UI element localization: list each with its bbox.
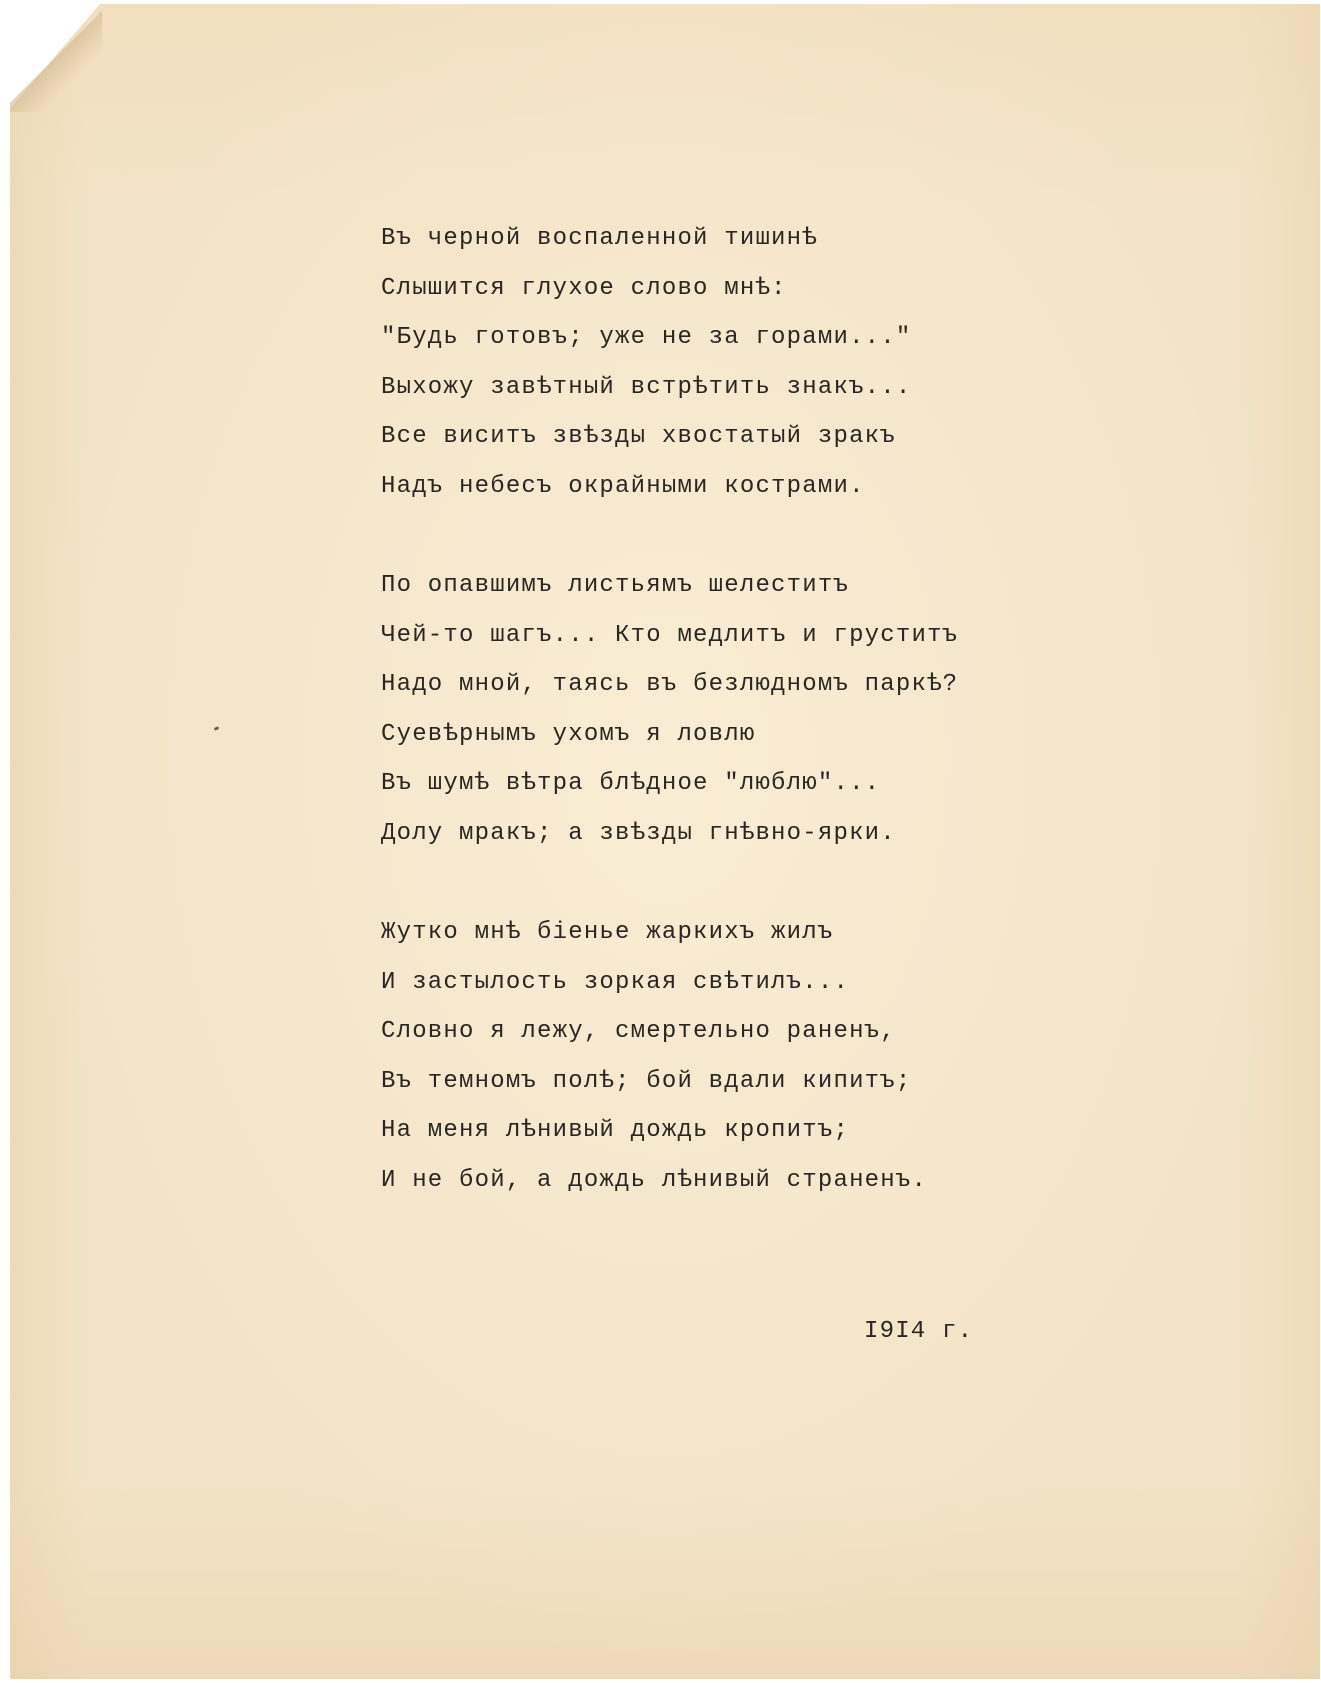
poem-line: И застылость зоркая свѣтилъ... bbox=[381, 968, 850, 996]
poem bbox=[381, 224, 1081, 1215]
poem-line: Словно я лежу, смертельно раненъ, bbox=[381, 1018, 896, 1045]
poem-line: Въ темномъ полѣ; бой вдали кипитъ; bbox=[381, 1067, 912, 1095]
poem-line: Выхожу завѣтный встрѣтить знакъ... bbox=[381, 373, 912, 401]
poem-line: Въ шумѣ вѣтра блѣдное "люблю"... bbox=[381, 770, 881, 797]
stanza-1 bbox=[381, 224, 1081, 521]
poem-line: По опавшимъ листьямъ шелеститъ bbox=[381, 572, 850, 599]
poem-date: I9I4 г. bbox=[864, 1318, 974, 1345]
poem-line: Въ черной воспаленной тишинѣ bbox=[381, 225, 818, 252]
poem-line: Надо мной, таясь въ безлюдномъ паркѣ? bbox=[381, 671, 959, 698]
poem-line: Все виситъ звѣзды хвостатый зракъ bbox=[381, 423, 896, 450]
poem-line: И не бой, а дождь лѣнивый страненъ. bbox=[381, 1166, 928, 1194]
poem-line: Слышится глухое слово мнѣ: bbox=[381, 274, 787, 302]
poem-line: Жутко мнѣ біенье жаркихъ жилъ bbox=[381, 919, 834, 946]
stanza-2 bbox=[381, 571, 1081, 868]
poem-line: "Будь готовъ; уже не за горами..." bbox=[381, 324, 912, 351]
poem-line: Надъ небесъ окрайными кострами. bbox=[381, 472, 865, 500]
poem-line: На меня лѣнивый дождь кропитъ; bbox=[381, 1117, 850, 1144]
poem-line: Чей-то шагъ... Кто медлитъ и груститъ bbox=[381, 621, 959, 649]
stanza-3 bbox=[381, 918, 1081, 1215]
poem-line: Долу мракъ; а звѣзды гнѣвно-ярки. bbox=[381, 819, 896, 847]
poem-line: Суевѣрнымъ ухомъ я ловлю bbox=[381, 720, 756, 748]
folded-corner bbox=[10, 4, 102, 112]
